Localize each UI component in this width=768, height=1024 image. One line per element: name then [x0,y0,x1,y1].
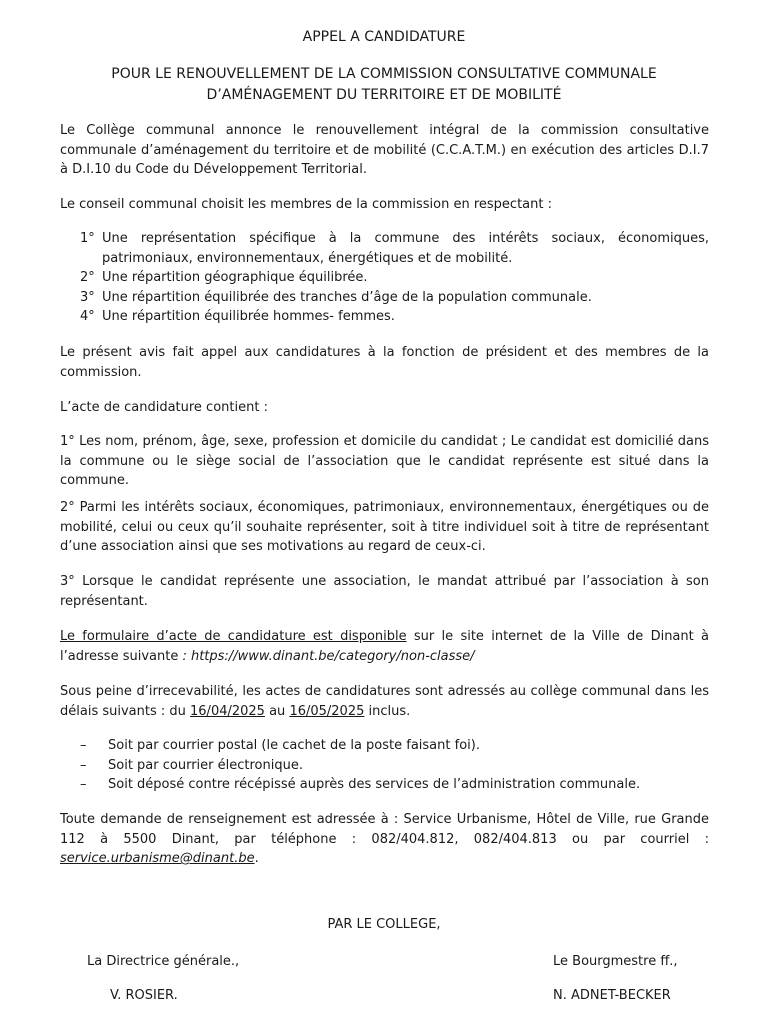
signatory-right-name: N. ADNET-BECKER [553,988,671,1003]
intro-paragraph: Le Collège communal annonce le renouvellement intégral de la commission consultative communale d’aménagement du territoire et de mobilité (C.C.A.T.M.) en exécution des articles D.I.7 à D.I.10 du Code du Développement Territorial. [60,123,709,177]
application-item-2: 2° Parmi les intérêts sociaux, économiques, patrimoniaux, environnementaux, énergétiques ou de mobilité, celui ou ceux qu’il souhaite représenter, soit à titre individuel soit à titre de représentant d’une association ainsi que ses motivations au regard de ceux-ci. [60,500,709,554]
contact-text: Toute demande de renseignement est adressée à : Service Urbanisme, Hôtel de Ville, rue Grande 112 à 5500 Dinant, par téléphone : 082/404.812, 082/404.813 ou par courriel : [60,812,709,847]
criteria-number: 2° [80,270,95,285]
criteria-text: Une répartition équilibrée hommes- femmes. [102,309,395,324]
criteria-item [80,288,709,308]
criteria-item [80,229,709,268]
method-text: Soit déposé contre récépissé auprès des services de l’administration communale. [108,777,641,792]
submission-methods-list [80,736,709,795]
signatory-left-role: La Directrice générale., [87,954,240,969]
criteria-item [80,307,709,327]
dash-bullet: – [80,738,87,753]
criteria-number: 1° [80,231,95,246]
application-item-3: 3° Lorsque le candidat représente une association, le mandat attribué par l’association à son représentant. [60,574,709,609]
form-url[interactable]: : https://www.dinant.be/category/non-classe/ [178,648,475,664]
deadline-text: Sous peine d’irrecevabilité, les actes de candidatures sont adressés au collège communal dans les délais suivants : du [60,684,709,719]
criteria-number: 3° [80,289,95,305]
submission-method [80,775,709,795]
submission-method [80,756,709,776]
form-paragraph [60,627,709,666]
date-end: 16/05/2025 [289,703,365,719]
dash-bullet: – [80,757,87,773]
signatory-left-name: V. ROSIER. [110,988,178,1003]
deadline-end: inclus. [364,703,411,719]
contact-paragraph [60,810,709,869]
subtitle-line-1: POUR LE RENOUVELLEMENT DE LA COMMISSION CONSULTATIVE COMMUNALE [111,66,657,82]
contact-email-link[interactable]: service.urbanisme@dinant.be [60,851,255,866]
form-link[interactable]: Le formulaire d’acte de candidature est disponible [60,629,407,644]
criteria-text: Une répartition équilibrée des tranches d’âge de la population communale. [102,289,592,305]
criteria-number: 4° [80,309,95,324]
deadline-connector: au [264,703,290,719]
contact-end: . [254,851,259,866]
application-item-1: 1° Les nom, prénom, âge, sexe, profession et domicile du candidat ; Le candidat est domicilié dans la commune ou le siège social de l’association que le candidat représente est situé dans la commune. [60,434,709,488]
submission-method [80,736,709,756]
date-start: 16/04/2025 [190,703,265,719]
deadline-paragraph [60,682,709,721]
criteria-text: Une répartition géographique équilibrée. [102,270,368,285]
dash-bullet: – [80,777,87,792]
document-subtitle [0,64,768,106]
call-paragraph: Le présent avis fait appel aux candidatures à la fonction de président et des membres de la commission. [60,345,709,380]
criteria-intro: Le conseil communal choisit les membres de la commission en respectant : [60,197,552,212]
criteria-item [80,268,709,288]
form-text: sur le site internet de la Ville de Dinant à l’adresse suivante [60,629,709,664]
criteria-text: Une représentation spécifique à la commune des intérêts sociaux, économiques, patrimoniaux, environnementaux, énergétiques et de mobilité. [102,231,709,266]
college-signature-heading: PAR LE COLLEGE, [327,917,441,932]
method-text: Soit par courrier électronique. [108,757,303,773]
criteria-list [80,229,709,327]
method-text: Soit par courrier postal (le cachet de la poste faisant foi). [108,738,480,753]
signatory-right-role: Le Bourgmestre ff., [553,954,678,969]
application-intro: L’acte de candidature contient : [60,400,268,415]
subtitle-line-2: D’AMÉNAGEMENT DU TERRITOIRE ET DE MOBILITÉ [206,87,562,103]
document-title: APPEL A CANDIDATURE [302,29,466,45]
